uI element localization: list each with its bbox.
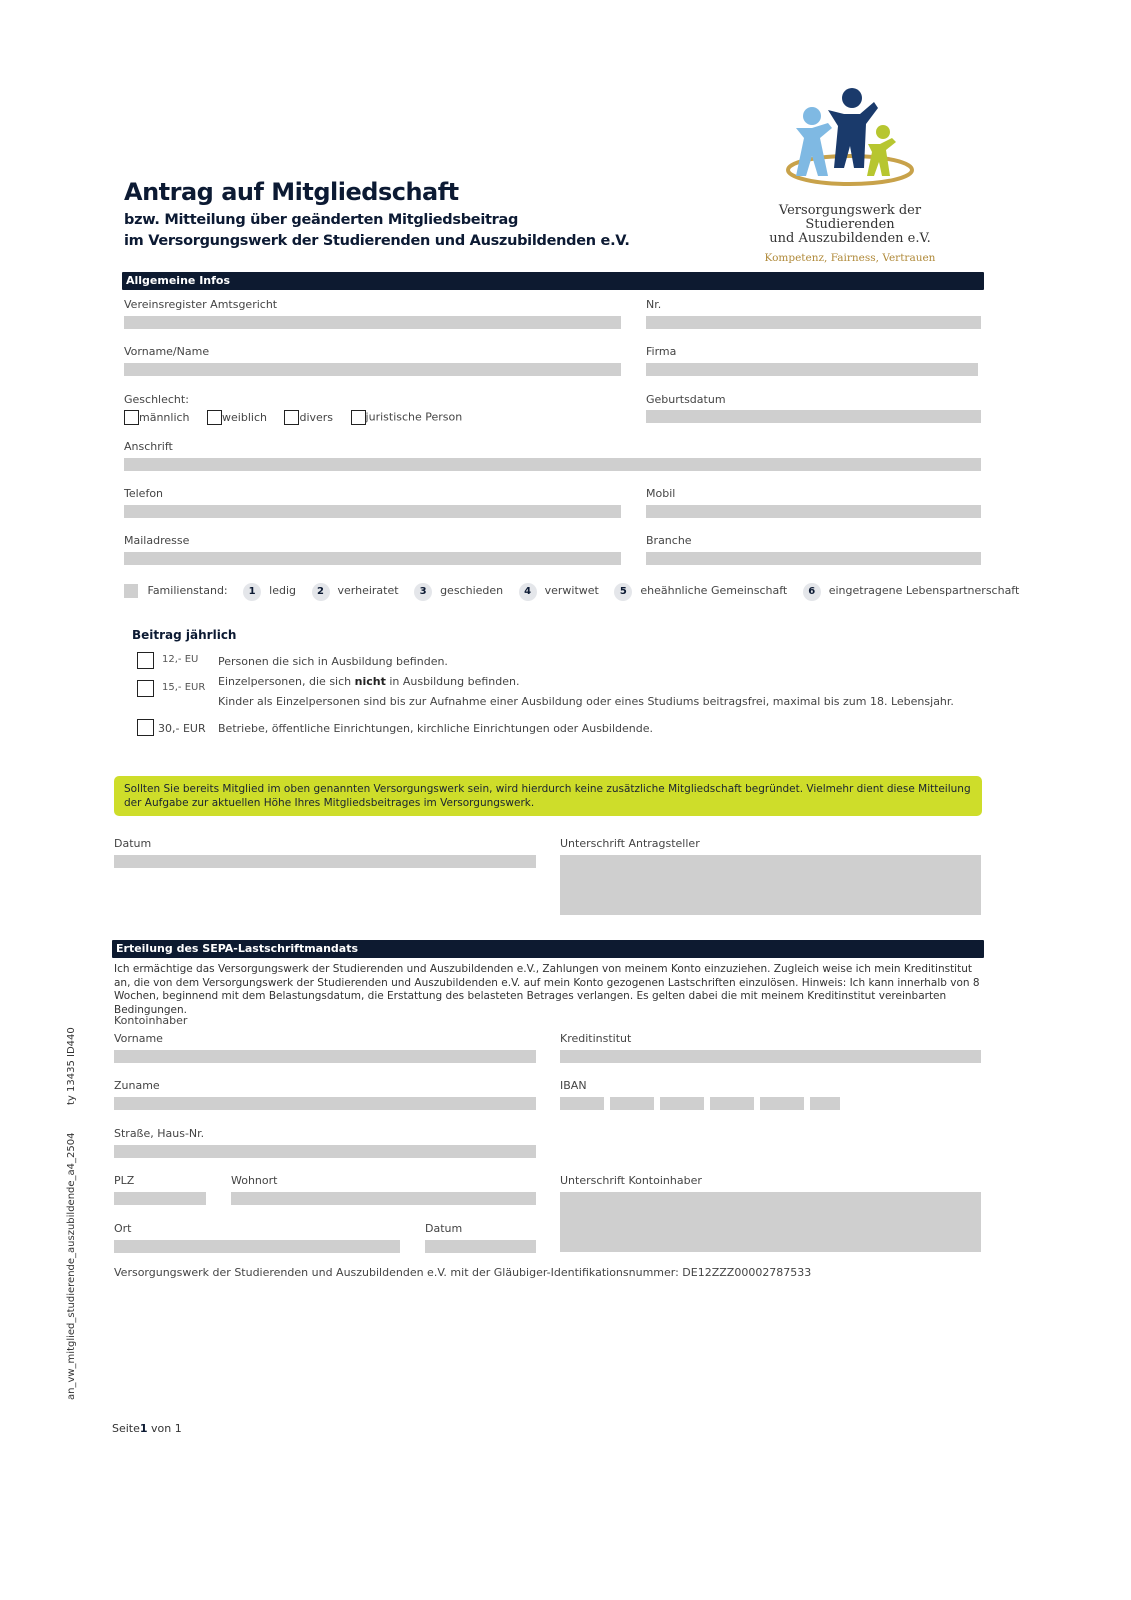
section-header-sepa: Erteilung des SEPA-Lastschriftmandats: [112, 940, 984, 958]
family-option-number[interactable]: 6: [803, 583, 821, 601]
gender-option-label: männlich: [139, 410, 190, 424]
page-current: 1: [139, 1422, 148, 1435]
checkbox-divers[interactable]: [284, 410, 299, 425]
family-option-number[interactable]: 1: [243, 583, 261, 601]
logo-name-line-1: Versorgungswerk der Studierenden: [778, 203, 922, 232]
page-subtitle-2: im Versorgungswerk der Studierenden und Auszubildenden e.V.: [124, 233, 630, 249]
checkbox-juristische-person[interactable]: [351, 410, 366, 425]
unterschrift-kontoinhaber-label: Unterschrift Kontoinhaber: [560, 1174, 702, 1187]
gender-option-label: juristische Person: [365, 410, 463, 424]
anschrift-field[interactable]: [124, 458, 981, 471]
geburtsdatum-label: Geburtsdatum: [646, 393, 726, 406]
kreditinstitut-label: Kreditinstitut: [560, 1032, 632, 1045]
plz-label: PLZ: [114, 1174, 135, 1187]
datum-field[interactable]: [114, 855, 536, 868]
datum-label: Datum: [114, 837, 152, 850]
ort-label: Ort: [114, 1222, 132, 1235]
family-option-number[interactable]: 4: [519, 583, 537, 601]
gender-option-label: weiblich: [222, 410, 267, 424]
zuname-field[interactable]: [114, 1097, 536, 1110]
sepa-mandate-text: Ich ermächtige das Versorgungswerk der Studierenden und Auszubildenden e.V., Zahlungen von meinem Konto einzuziehen. Zugleich weise ich mein Kreditinstitut an, die von dem Versorgungswerk der Studierenden und Auszubildenden e.V. auf mein Konto gezogenen Lastschriften einzulösen. Hinweis: Ich kann innerhalb von 8 Wochen, beginnend mit dem Belastungsdatum, die Erstattung des belasteten Betrages verlangen. Es gelten dabei die mit meinem Kreditinstitut vereinbarten Bedingungen.: [114, 963, 980, 1016]
beitrag-description: Personen die sich in Ausbildung befinden.: [218, 655, 448, 668]
page-title: Antrag auf Mitgliedschaft: [124, 178, 459, 206]
sepa-datum-label: Datum: [425, 1222, 463, 1235]
ort-field[interactable]: [114, 1240, 400, 1253]
vereinsregister-field[interactable]: [124, 316, 621, 329]
telefon-label: Telefon: [124, 487, 164, 500]
beitrag-amount: 12,- EU: [162, 654, 199, 665]
beitrag-description: [218, 675, 519, 688]
family-option-label: ledig: [269, 584, 296, 597]
firma-field[interactable]: [646, 363, 978, 376]
geburtsdatum-field[interactable]: [646, 410, 981, 423]
familienstand-field[interactable]: [124, 584, 138, 598]
family-figures-icon: [740, 78, 960, 198]
unterschrift-kontoinhaber-field[interactable]: [560, 1192, 981, 1252]
page-suffix: von 1: [151, 1422, 182, 1435]
beitrag-amount: 30,- EUR: [158, 722, 206, 735]
gender-option-label: divers: [299, 410, 334, 424]
checkbox-maennlich[interactable]: [124, 410, 139, 425]
iban-block[interactable]: [560, 1097, 604, 1110]
strasse-field[interactable]: [114, 1145, 536, 1158]
checkbox-beitrag-30[interactable]: [137, 719, 154, 736]
family-option-label: verwitwet: [544, 584, 599, 597]
beitrag-note: Kinder als Einzelpersonen sind bis zur Aufnahme einer Ausbildung oder eines Studiums beitragsfrei, maximal bis zum 18. Lebensjahr.: [218, 695, 954, 708]
kontoinhaber-label: Kontoinhaber: [114, 1014, 188, 1027]
wohnort-field[interactable]: [231, 1192, 536, 1205]
iban-block[interactable]: [760, 1097, 804, 1110]
vereinsregister-label: Vereinsregister Amtsgericht: [124, 298, 278, 311]
checkbox-beitrag-15[interactable]: [137, 680, 154, 697]
family-option-number[interactable]: 5: [614, 583, 632, 601]
vorname-name-field[interactable]: [124, 363, 621, 376]
checkbox-weiblich[interactable]: [207, 410, 222, 425]
logo-name-line-2: und Auszubildenden e.V.: [769, 231, 931, 246]
family-option-label: geschieden: [440, 584, 504, 597]
iban-block[interactable]: [610, 1097, 654, 1110]
iban-block[interactable]: [810, 1097, 840, 1110]
anschrift-label: Anschrift: [124, 440, 173, 453]
organization-logo: [740, 78, 960, 264]
zuname-label: Zuname: [114, 1079, 160, 1092]
family-option-label: verheiratet: [337, 584, 399, 597]
branche-label: Branche: [646, 534, 692, 547]
branche-field[interactable]: [646, 552, 981, 565]
iban-label: IBAN: [560, 1079, 587, 1092]
mailadresse-label: Mailadresse: [124, 534, 190, 547]
familienstand-label: Familienstand:: [147, 584, 228, 597]
vorname-name-label: Vorname/Name: [124, 345, 210, 358]
membership-notice: Sollten Sie bereits Mitglied im oben genannten Versorgungswerk sein, wird hierdurch keine zusätzliche Mitgliedschaft begründet. Vielmehr dient diese Mitteilung der Aufgabe zur aktuellen Höhe Ihres Mitgliedsbeitrages im Versorgungswerk.: [114, 776, 982, 816]
mailadresse-field[interactable]: [124, 552, 621, 565]
nr-label: Nr.: [646, 298, 662, 311]
beitrag-text-bold: nicht: [354, 675, 386, 688]
beitrag-amount: 15,- EUR: [162, 682, 206, 693]
vorname-field[interactable]: [114, 1050, 536, 1063]
unterschrift-antragsteller-field[interactable]: [560, 855, 981, 915]
glaeubiger-id-text: Versorgungswerk der Studierenden und Auszubildenden e.V. mit der Gläubiger-Identifikationsnummer: DE12ZZZ00002787533: [114, 1266, 812, 1279]
logo-tagline: Kompetenz, Fairness, Vertrauen: [764, 252, 936, 264]
kreditinstitut-field[interactable]: [560, 1050, 981, 1063]
iban-block[interactable]: [660, 1097, 704, 1110]
familienstand-row: [124, 583, 1019, 601]
section-header-general: Allgemeine Infos: [122, 272, 984, 290]
side-code-1: ty 13435 ID440: [66, 1027, 77, 1105]
side-code-2: an_vw_mitglied_studierende_auszubildende_a4_2504: [66, 1132, 77, 1400]
page-prefix: Seite: [112, 1422, 140, 1435]
family-option-number[interactable]: 3: [414, 583, 432, 601]
beitrag-description: Betriebe, öffentliche Einrichtungen, kirchliche Einrichtungen oder Ausbildende.: [218, 722, 653, 735]
geschlecht-label: Geschlecht:: [124, 393, 189, 406]
family-option-number[interactable]: 2: [312, 583, 330, 601]
strasse-label: Straße, Haus-Nr.: [114, 1127, 205, 1140]
wohnort-label: Wohnort: [231, 1174, 278, 1187]
mobil-label: Mobil: [646, 487, 676, 500]
page-subtitle-1: bzw. Mitteilung über geänderten Mitgliedsbeitrag: [124, 212, 519, 228]
mobil-field[interactable]: [646, 505, 981, 518]
nr-field[interactable]: [646, 316, 981, 329]
sepa-datum-field[interactable]: [425, 1240, 536, 1253]
iban-block[interactable]: [710, 1097, 754, 1110]
beitrag-heading: Beitrag jährlich: [132, 628, 237, 642]
beitrag-text-post: in Ausbildung befinden.: [385, 675, 520, 688]
vorname-label: Vorname: [114, 1032, 163, 1045]
unterschrift-antragsteller-label: Unterschrift Antragsteller: [560, 837, 700, 850]
plz-field[interactable]: [114, 1192, 206, 1205]
beitrag-text-pre: Einzelpersonen, die sich: [218, 675, 355, 688]
telefon-field[interactable]: [124, 505, 621, 518]
page-number: [112, 1422, 182, 1435]
family-option-label: eingetragene Lebenspartnerschaft: [828, 584, 1020, 597]
firma-label: Firma: [646, 345, 677, 358]
family-option-label: eheähnliche Gemeinschaft: [640, 584, 788, 597]
gender-options: [124, 410, 462, 425]
checkbox-beitrag-12[interactable]: [137, 652, 154, 669]
